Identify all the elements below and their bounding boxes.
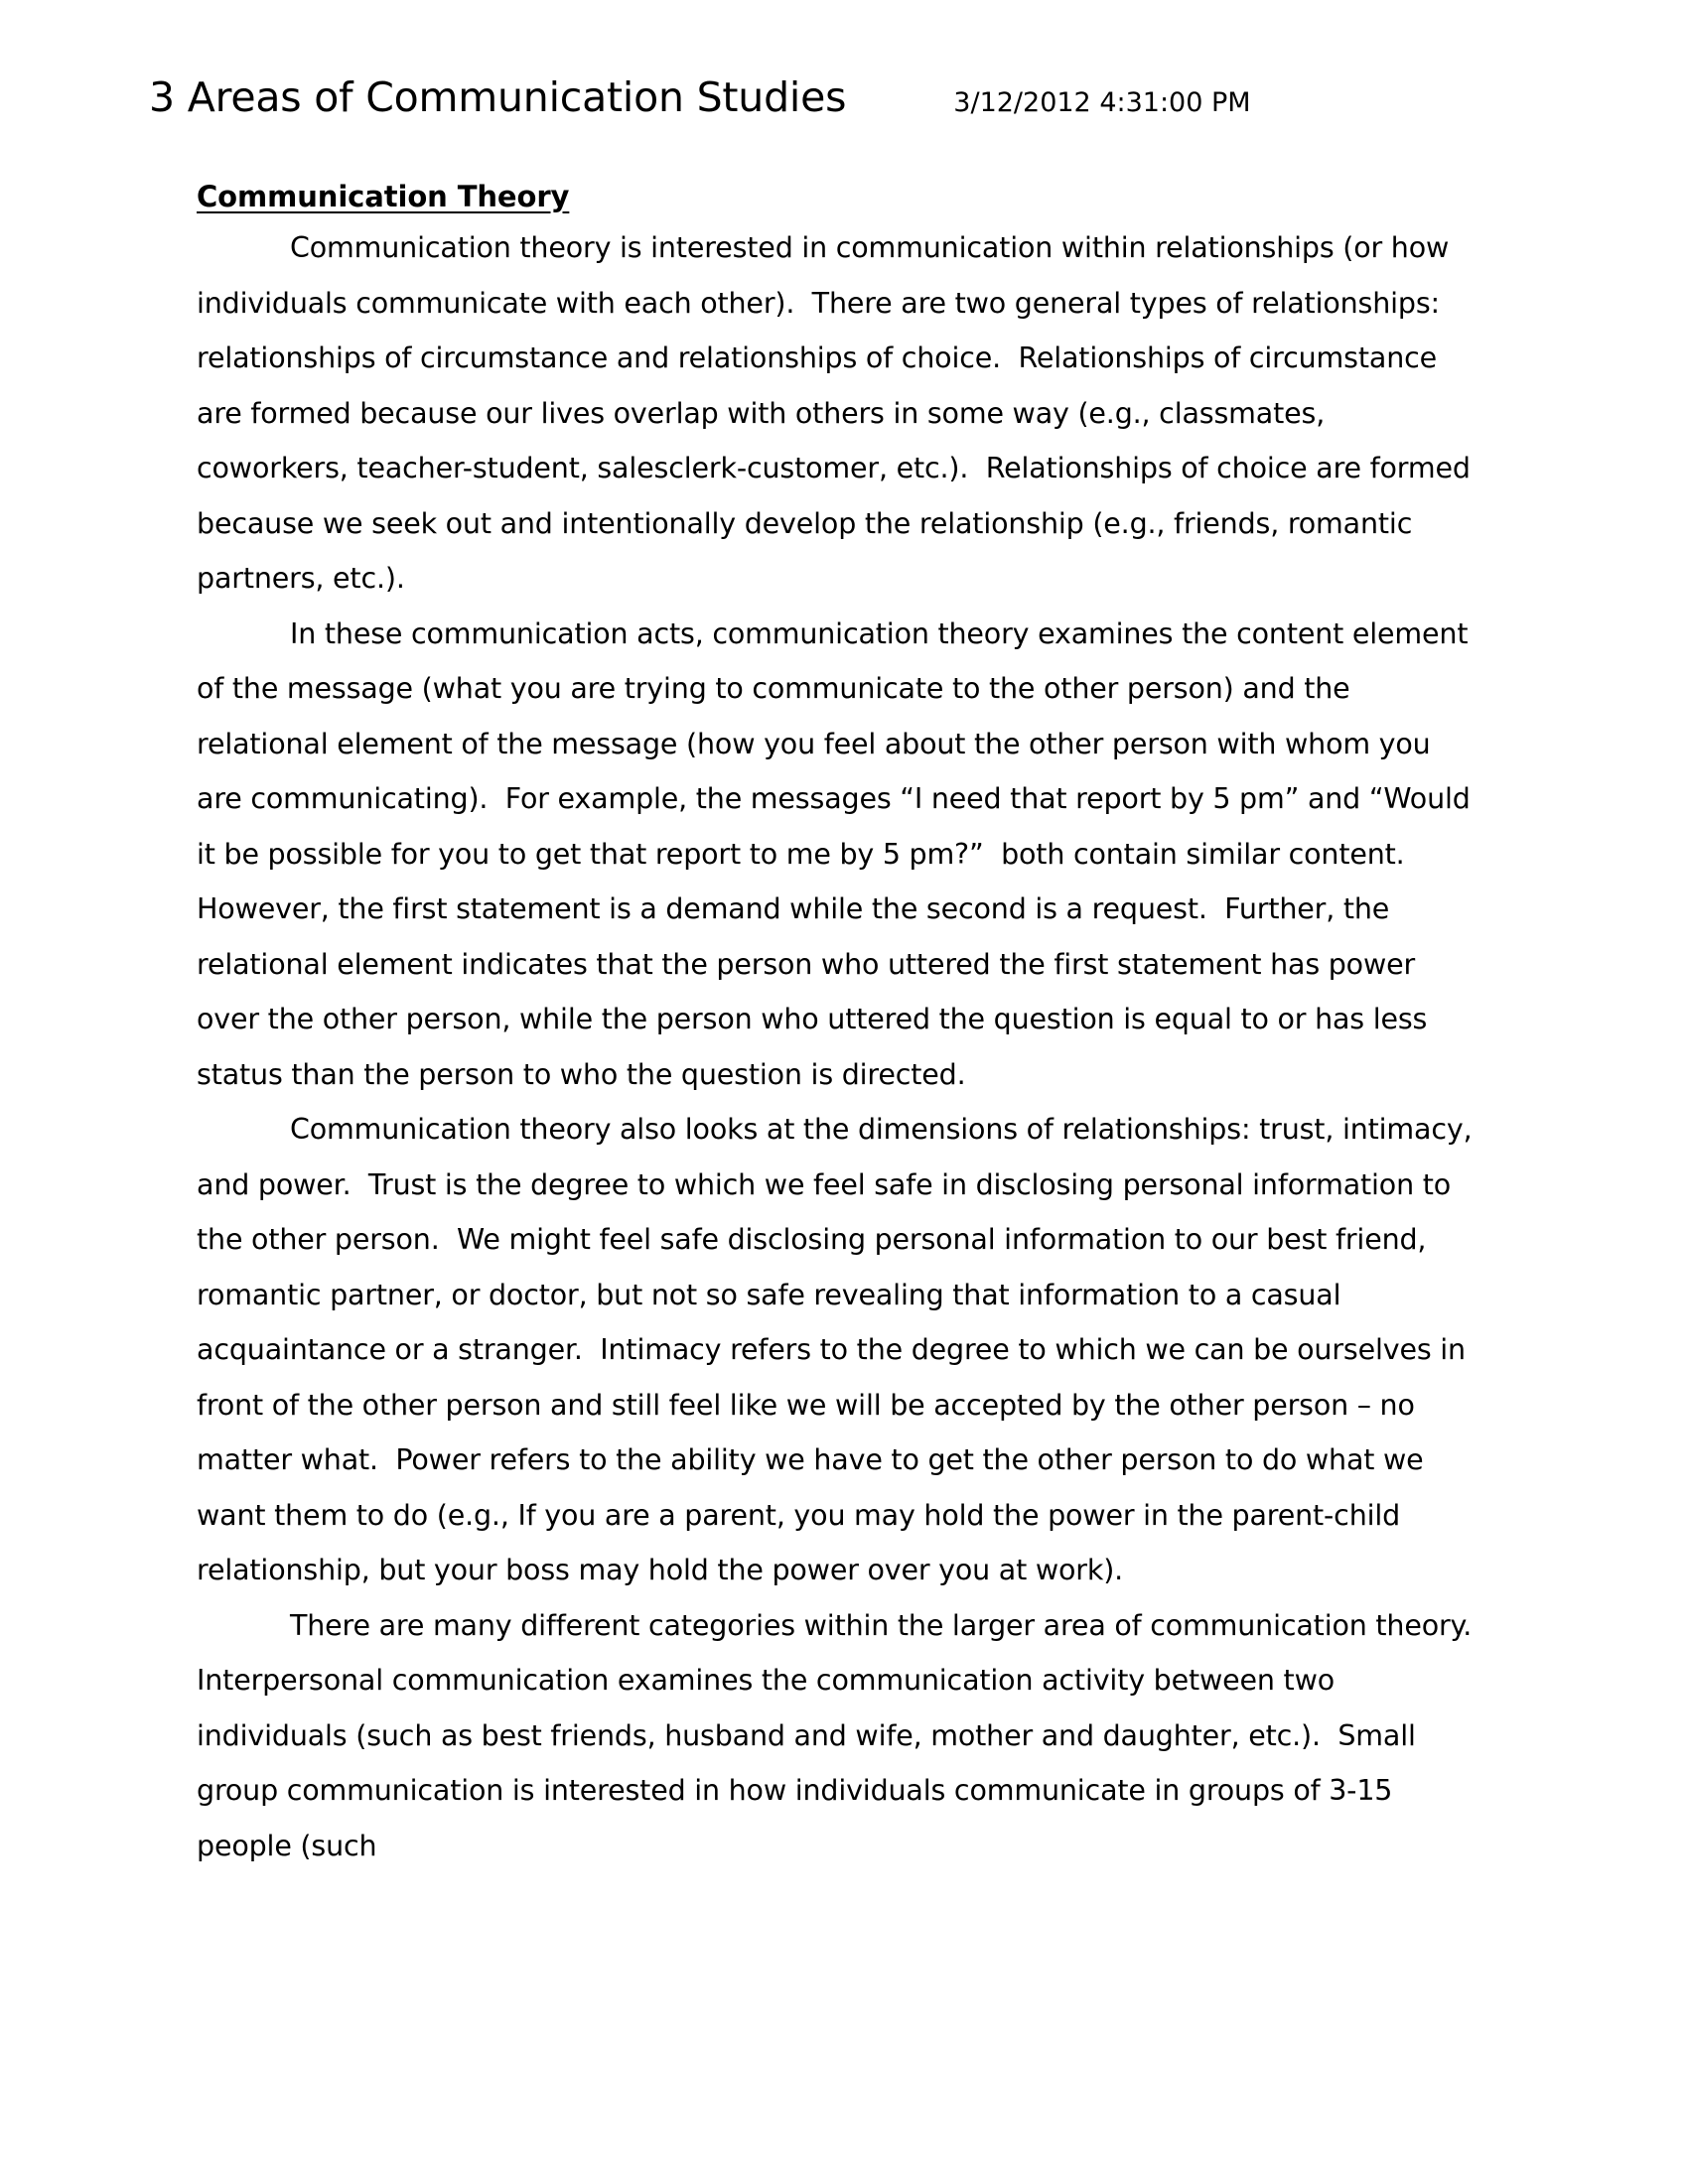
body-paragraph: In these communication acts, communication theory examines the content element of the message (what you are trying to communicate to the other person) and the relational element of the message (how you feel about the other person with whom you are communicating). For example, the messages “I need that report by 5 pm” and “Would it be possible for you to get that report to me by 5 pm?” both contain similar content. However, the first statement is a demand while the second is a request. Further, the relational element indicates that the person who uttered the first statement has power over the other person, while the person who uttered the question is equal to or has less status than the person to who the question is directed.	[197, 616, 1479, 1091]
page-title: 3 Areas of Communication Studies	[149, 73, 847, 121]
document-timestamp: 3/12/2012 4:31:00 PM	[953, 87, 1251, 118]
body-paragraph: Communication theory also looks at the dimensions of relationships: trust, intimacy, and power. Trust is the degree to which we feel safe in disclosing personal information to the other person. We might feel safe disclosing personal information to our best friend, romantic partner, or doctor, but not so safe revealing that information to a casual acquaintance or a stranger. Intimacy refers to the degree to which we can be ourselves in front of the other person and still feel like we will be accepted by the other person – no matter what. Power refers to the ability we have to get the other person to do what we want them to do (e.g., If you are a parent, you may hold the power in the parent-child relationship, but your boss may hold the power over you at work).	[197, 1113, 1481, 1587]
document-header	[149, 73, 1539, 137]
section-heading-communication-theory: Communication Theory	[197, 180, 570, 213]
document-body	[197, 179, 1489, 1873]
body-paragraph: There are many different categories within the larger area of communication theory. Interpersonal communication examines the communication activity between two individuals (such as best friends, husband and wife, mother and daughter, etc.). Small group communication is interested in how individuals communicate in groups of 3-15 people (such	[197, 1608, 1489, 1862]
body-paragraph: Communication theory is interested in communication within relationships (or how individuals communicate with each other). There are two general types of relationships: relationships of circumstance and relationships of choice. Relationships of circumstance are formed because our lives overlap with others in some way (e.g., classmates, coworkers, teacher-student, salesclerk-customer, etc.). Relationships of choice are formed because we seek out and intentionally develop the relationship (e.g., friends, romantic partners, etc.).	[197, 231, 1479, 596]
